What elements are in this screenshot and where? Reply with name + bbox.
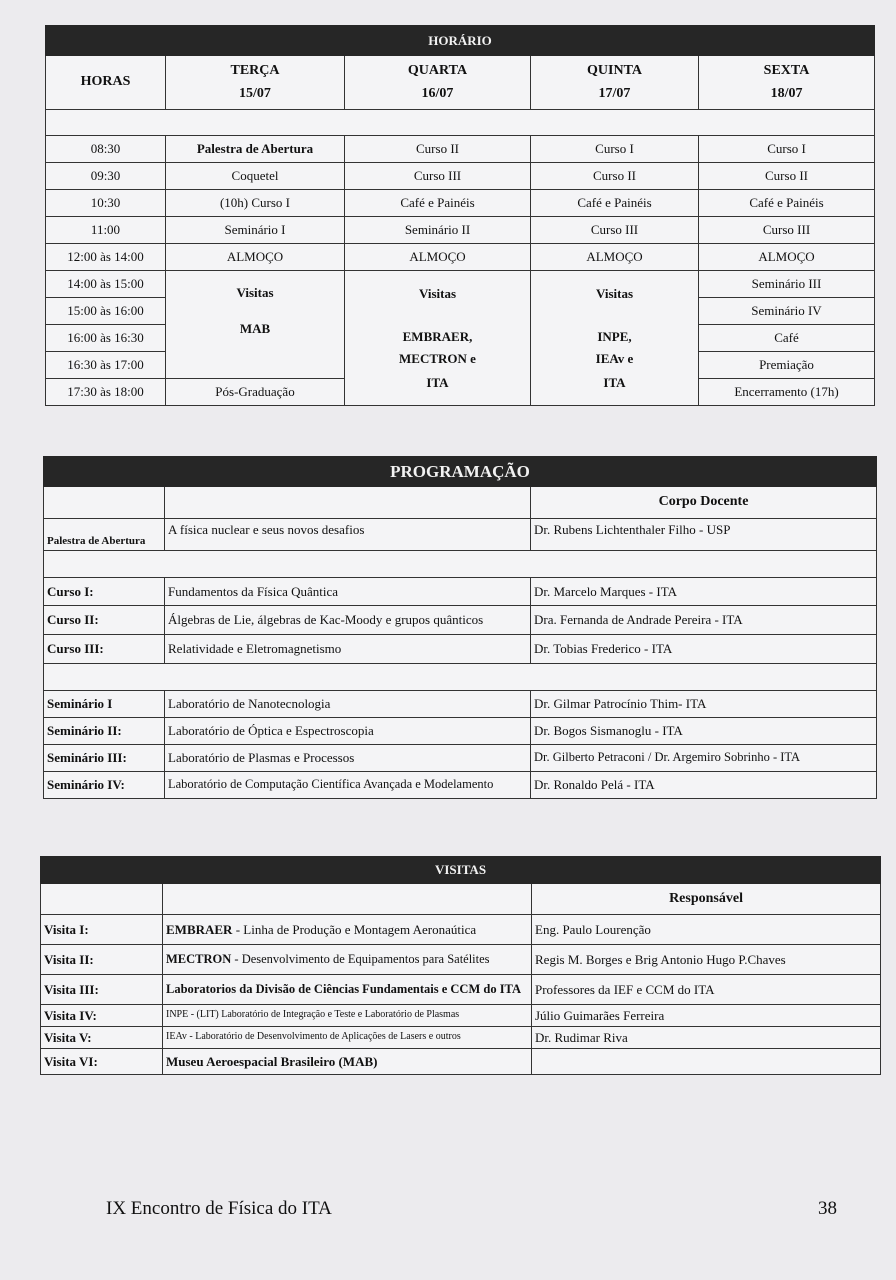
horario-title: HORÁRIO	[46, 26, 875, 56]
curso-docente: Dr. Tobias Frederico - ITA	[531, 635, 877, 664]
seminario-label: Seminário III:	[44, 745, 165, 772]
schedule-cell: Café e Painéis	[531, 190, 699, 217]
schedule-cell: Seminário III	[699, 271, 875, 298]
seminario-topic: Laboratório de Nanotecnologia	[165, 691, 531, 718]
visita-terca-cell: Visitas MAB	[166, 271, 345, 379]
seminario-label: Seminário I	[44, 691, 165, 718]
visita-desc: INPE - (LIT) Laboratório de Integração e Teste e Laboratório de Plasmas	[163, 1005, 532, 1027]
time-cell: 16:30 às 17:00	[46, 352, 166, 379]
programacao-table	[43, 456, 877, 799]
schedule-cell: Pós-Graduação	[166, 379, 345, 406]
visita-resp: Eng. Paulo Lourenção	[532, 915, 881, 945]
visita-label: Visita III:	[41, 975, 163, 1005]
time-cell: 08:30	[46, 136, 166, 163]
palestra-label: Palestra de Abertura	[44, 519, 165, 551]
schedule-cell: Curso III	[345, 163, 531, 190]
schedule-cell: Café e Painéis	[699, 190, 875, 217]
visita-desc: Museu Aeroespacial Brasileiro (MAB)	[163, 1049, 532, 1075]
lunch-cell: ALMOÇO	[531, 244, 699, 271]
seminario-topic: Laboratório de Óptica e Espectroscopia	[165, 718, 531, 745]
curso-docente: Dr. Marcelo Marques - ITA	[531, 578, 877, 606]
visita-desc: Laboratorios da Divisão de Ciências Fundamentais e CCM do ITA	[163, 975, 532, 1005]
page-number: 38	[818, 1198, 837, 1219]
spacer-row	[44, 664, 877, 691]
schedule-cell: Seminário II	[345, 217, 531, 244]
visita-quinta-cell: Visitas INPE, IEAv e ITA	[531, 271, 699, 406]
seminario-docente: Dr. Bogos Sismanoglu - ITA	[531, 718, 877, 745]
spacer-row	[46, 110, 875, 136]
schedule-cell: Curso II	[531, 163, 699, 190]
time-cell: 15:00 às 16:00	[46, 298, 166, 325]
visita-desc: IEAv - Laboratório de Desenvolvimento de Aplicações de Lasers e outros	[163, 1027, 532, 1049]
footer-title: IX Encontro de Física do ITA	[106, 1198, 332, 1219]
curso-topic: Fundamentos da Física Quântica	[165, 578, 531, 606]
visita-resp	[532, 1049, 881, 1075]
time-cell: 17:30 às 18:00	[46, 379, 166, 406]
visita-quarta-cell: Visitas EMBRAER, MECTRON e ITA	[345, 271, 531, 406]
responsavel-header: Responsável	[532, 884, 881, 915]
visita-label: Visita II:	[41, 945, 163, 975]
visita-label: Visita IV:	[41, 1005, 163, 1027]
schedule-cell: Curso II	[699, 163, 875, 190]
schedule-cell: Curso II	[345, 136, 531, 163]
time-cell: 14:00 às 15:00	[46, 271, 166, 298]
lunch-cell: ALMOÇO	[345, 244, 531, 271]
schedule-cell: Coquetel	[166, 163, 345, 190]
col-header-quinta: QUINTA 17/07	[531, 56, 699, 110]
schedule-cell: Café	[699, 325, 875, 352]
visita-label: Visita V:	[41, 1027, 163, 1049]
schedule-cell: Curso III	[531, 217, 699, 244]
corpo-docente-header: Corpo Docente	[531, 487, 877, 519]
curso-docente: Dra. Fernanda de Andrade Pereira - ITA	[531, 606, 877, 635]
schedule-cell: Palestra de Abertura	[166, 136, 345, 163]
curso-label: Curso III:	[44, 635, 165, 664]
seminario-docente: Dr. Gilmar Patrocínio Thim- ITA	[531, 691, 877, 718]
visita-label: Visita VI:	[41, 1049, 163, 1075]
seminario-label: Seminário IV:	[44, 772, 165, 799]
lunch-cell: ALMOÇO	[699, 244, 875, 271]
curso-label: Curso I:	[44, 578, 165, 606]
time-cell: 12:00 às 14:00	[46, 244, 166, 271]
programacao-title: PROGRAMAÇÃO	[44, 457, 877, 487]
schedule-cell: Curso III	[699, 217, 875, 244]
visita-desc: EMBRAER - Linha de Produção e Montagem Aeronaútica	[163, 915, 532, 945]
visitas-title: VISITAS	[41, 857, 881, 884]
time-cell: 16:00 às 16:30	[46, 325, 166, 352]
time-cell: 10:30	[46, 190, 166, 217]
seminario-docente: Dr. Gilberto Petraconi / Dr. Argemiro Sobrinho - ITA	[531, 745, 877, 772]
visita-resp: Professores da IEF e CCM do ITA	[532, 975, 881, 1005]
time-cell: 11:00	[46, 217, 166, 244]
horario-table	[45, 25, 875, 406]
visita-label: Visita I:	[41, 915, 163, 945]
time-cell: 09:30	[46, 163, 166, 190]
col-header-horas: HORAS	[46, 56, 166, 110]
spacer-row	[44, 551, 877, 578]
schedule-cell: (10h) Curso I	[166, 190, 345, 217]
lunch-cell: ALMOÇO	[166, 244, 345, 271]
visita-resp: Dr. Rudimar Riva	[532, 1027, 881, 1049]
schedule-cell: Seminário I	[166, 217, 345, 244]
seminario-docente: Dr. Ronaldo Pelá - ITA	[531, 772, 877, 799]
seminario-topic: Laboratório de Plasmas e Processos	[165, 745, 531, 772]
palestra-topic: A física nuclear e seus novos desafios	[165, 519, 531, 551]
schedule-cell: Seminário IV	[699, 298, 875, 325]
seminario-topic: Laboratório de Computação Científica Avançada e Modelamento	[165, 772, 531, 799]
curso-topic: Álgebras de Lie, álgebras de Kac-Moody e grupos quânticos	[165, 606, 531, 635]
schedule-cell: Encerramento (17h)	[699, 379, 875, 406]
curso-topic: Relatividade e Eletromagnetismo	[165, 635, 531, 664]
visita-resp: Regis M. Borges e Brig Antonio Hugo P.Chaves	[532, 945, 881, 975]
col-header-terca: TERÇA 15/07	[166, 56, 345, 110]
palestra-docente: Dr. Rubens Lichtenthaler Filho - USP	[531, 519, 877, 551]
schedule-cell: Café e Painéis	[345, 190, 531, 217]
col-header-sexta: SEXTA 18/07	[699, 56, 875, 110]
seminario-label: Seminário II:	[44, 718, 165, 745]
schedule-cell: Curso I	[699, 136, 875, 163]
schedule-cell: Premiação	[699, 352, 875, 379]
visitas-table	[40, 856, 881, 1075]
col-header-quarta: QUARTA 16/07	[345, 56, 531, 110]
schedule-cell: Curso I	[531, 136, 699, 163]
visita-resp: Júlio Guimarães Ferreira	[532, 1005, 881, 1027]
visita-desc: MECTRON - Desenvolvimento de Equipamentos para Satélites	[163, 945, 532, 975]
curso-label: Curso II:	[44, 606, 165, 635]
